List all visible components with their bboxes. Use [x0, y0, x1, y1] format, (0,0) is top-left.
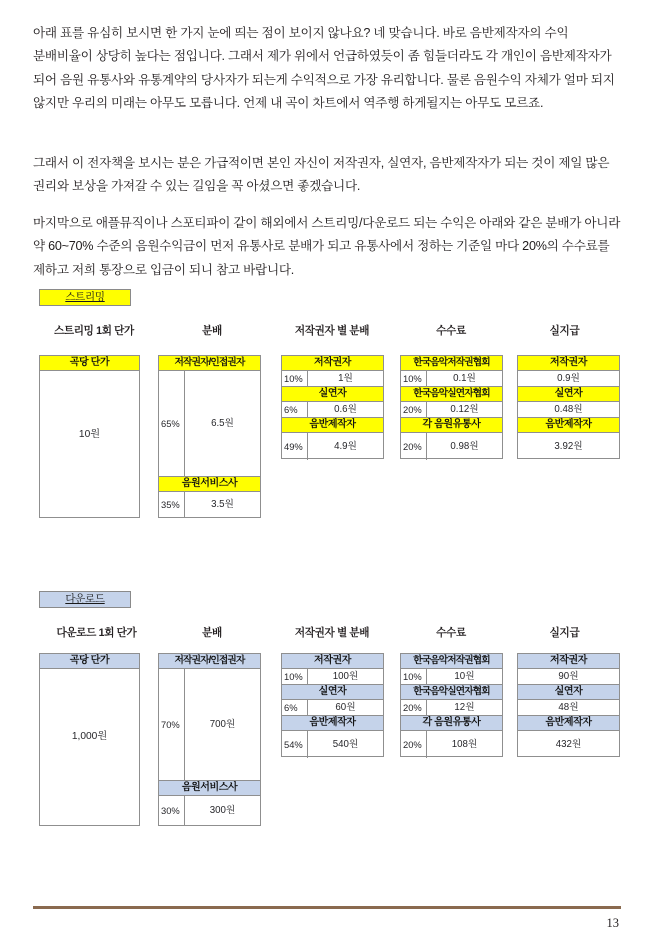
streaming-split-table — [158, 355, 261, 518]
download-rights-split-amount-0: 100원 — [332, 671, 359, 682]
table-row — [401, 371, 502, 387]
table-row — [282, 731, 383, 758]
table-row — [518, 731, 619, 758]
caption-download-rights-split: 저작권자 별 분배 — [294, 627, 370, 639]
download-split-service-amount: 300원 — [209, 805, 236, 816]
caption-streaming-rights-split: 저작권자 별 분배 — [294, 325, 370, 337]
download-split-service-row — [159, 796, 260, 825]
download-split-rights-pct: 70% — [159, 669, 185, 780]
streaming-payout-header-1: 실연자 — [518, 387, 619, 402]
download-split-service-header: 음원서비스사 — [159, 781, 260, 796]
download-fee-header-2: 각 음원유통사 — [401, 716, 502, 731]
streaming-rights-split-amount-2: 4.9원 — [334, 441, 357, 452]
caption-download-payout: 실지급 — [549, 627, 580, 639]
download-payout-header-1: 실연자 — [518, 685, 619, 700]
caption-streaming-unit: 스트리밍 1회 단가 — [54, 325, 134, 337]
download-fee-pct-1: 20% — [401, 700, 427, 715]
download-split-rights-row — [159, 669, 260, 781]
section-badge-streaming — [39, 289, 131, 306]
streaming-fee-amount-1: 0.12원 — [450, 404, 479, 415]
streaming-fee-header-0: 한국음악저작권협회 — [401, 356, 502, 371]
download-fee-amount-2: 108원 — [451, 739, 478, 750]
download-payout-header-0: 저작권자 — [518, 654, 619, 669]
streaming-payout-table — [517, 355, 620, 459]
streaming-unit-price-value: 10원 — [78, 429, 101, 440]
streaming-payout-amount-0: 0.9원 — [557, 373, 580, 384]
paragraph-1: 아래 표를 유심히 보시면 한 가지 눈에 띄는 점이 보이지 않나요? 네 맞습니다. 바로 음반제작자의 수익 분배비율이 상당히 높다는 점입니다. 그래서 제가 위에서 언급하였듯이 좀 힘들더라도 각 개인이 음반제작자가 되어 음원 유통사와 유통계약의 당사자가 되는게 수익적으로 가장 유리합니다. 물론 음원수익 자체가 얼마 되지 않지만 우리의 미래는 아무도 모릅니다. 언제 내 곡이 차트에서 역주행 하게될지는 아무도 모르죠. — [33, 26, 615, 110]
download-payout-amount-1: 48원 — [558, 702, 579, 713]
download-split-rights-header: 저작권자/인접권자 — [159, 654, 260, 669]
streaming-split-service-row — [159, 492, 260, 517]
streaming-split-rights-header: 저작권자/인접권자 — [159, 356, 260, 371]
download-rights-split-pct-1: 6% — [282, 700, 308, 715]
caption-streaming-fee: 수수료 — [436, 325, 466, 337]
streaming-fee-pct-0: 10% — [401, 371, 427, 386]
streaming-rights-split-pct-2: 49% — [282, 433, 308, 460]
streaming-rights-split-pct-1: 6% — [282, 402, 308, 417]
paragraph-3: 마지막으로 애플뮤직이나 스포티파이 같이 해외에서 스트리밍/다운로드 되는 수익은 아래와 같은 분배가 아니라 약 60~70% 수준의 음원수익금이 먼저 유통사로 분배가 되고 유통사에서 정하는 기준일 마다 20%의 수수료를 제하고 저희 통장으로 입금이 되니 참고 바랍니다. — [33, 216, 621, 277]
streaming-split-rights-pct: 65% — [159, 371, 185, 476]
table-row — [282, 371, 383, 387]
streaming-rights-split-header-2: 음반제작자 — [282, 418, 383, 433]
download-rights-split-table — [281, 653, 384, 757]
download-unit-price-table — [39, 653, 140, 826]
streaming-rights-split-table — [281, 355, 384, 459]
streaming-unit-price-body — [40, 371, 139, 517]
table-row — [518, 371, 619, 387]
page-number: 13 — [606, 916, 619, 930]
streaming-rights-split-header-0: 저작권자 — [282, 356, 383, 371]
download-unit-price-value: 1,000원 — [71, 731, 108, 742]
streaming-payout-header-0: 저작권자 — [518, 356, 619, 371]
download-payout-amount-2: 432원 — [555, 739, 582, 750]
table-row — [518, 402, 619, 418]
table-row — [401, 700, 502, 716]
download-rights-split-header-0: 저작권자 — [282, 654, 383, 669]
paragraph-2: 그래서 이 전자책을 보시는 분은 가급적이면 본인 자신이 저작권자, 실연자, 음반제작자가 되는 것이 제일 많은 권리와 보상을 가져갈 수 있는 길임을 꼭 아셨으면 좋겠습니다. — [33, 156, 610, 194]
caption-download-fee: 수수료 — [436, 627, 466, 639]
streaming-rights-split-header-1: 실연자 — [282, 387, 383, 402]
download-payout-table — [517, 653, 620, 757]
section-badge-download — [39, 591, 131, 608]
streaming-split-service-header: 음원서비스사 — [159, 477, 260, 492]
table-row — [401, 402, 502, 418]
table-row — [401, 731, 502, 758]
download-split-rights-amount: 700원 — [209, 719, 236, 730]
download-unit-price-body — [40, 669, 139, 825]
footer-divider — [33, 906, 621, 909]
streaming-rights-split-pct-0: 10% — [282, 371, 308, 386]
table-row — [282, 669, 383, 685]
download-rights-split-header-2: 음반제작자 — [282, 716, 383, 731]
caption-download-unit: 다운로드 1회 단가 — [56, 627, 137, 639]
streaming-fee-table — [400, 355, 503, 459]
streaming-fee-header-2: 각 음원유통사 — [401, 418, 502, 433]
download-split-table — [158, 653, 261, 826]
streaming-fee-pct-1: 20% — [401, 402, 427, 417]
streaming-split-rights-amount: 6.5원 — [211, 418, 234, 429]
download-payout-amount-0: 90원 — [558, 671, 579, 682]
caption-streaming-split: 분배 — [202, 325, 222, 337]
streaming-split-rights-row — [159, 371, 260, 477]
streaming-unit-price-table — [39, 355, 140, 518]
download-rights-split-header-1: 실연자 — [282, 685, 383, 700]
streaming-rights-split-amount-1: 0.6원 — [334, 404, 357, 415]
streaming-split-service-amount: 3.5원 — [211, 499, 234, 510]
streaming-payout-header-2: 음반제작자 — [518, 418, 619, 433]
table-row — [282, 402, 383, 418]
download-rights-split-amount-1: 60원 — [335, 702, 356, 713]
download-fee-amount-0: 10원 — [454, 671, 475, 682]
streaming-payout-amount-2: 3.92원 — [554, 441, 583, 452]
download-fee-header-0: 한국음악저작권협회 — [401, 654, 502, 669]
download-fee-pct-2: 20% — [401, 731, 427, 758]
streaming-fee-header-1: 한국음악실연자협회 — [401, 387, 502, 402]
download-fee-header-1: 한국음악실연자협회 — [401, 685, 502, 700]
streaming-fee-amount-2: 0.98원 — [450, 441, 479, 452]
download-unit-price-header: 곡당 단가 — [40, 654, 139, 669]
download-payout-header-2: 음반제작자 — [518, 716, 619, 731]
download-rights-split-amount-2: 540원 — [332, 739, 359, 750]
section-badge-download-label: 다운로드 — [65, 593, 105, 605]
table-row — [518, 700, 619, 716]
table-row — [518, 433, 619, 460]
streaming-split-service-pct: 35% — [159, 492, 185, 517]
streaming-unit-price-header: 곡당 단가 — [40, 356, 139, 371]
download-fee-pct-0: 10% — [401, 669, 427, 684]
download-fee-amount-1: 12원 — [454, 702, 475, 713]
table-row — [518, 669, 619, 685]
table-row — [282, 433, 383, 460]
caption-streaming-payout: 실지급 — [549, 325, 580, 337]
download-rights-split-pct-0: 10% — [282, 669, 308, 684]
table-row — [401, 669, 502, 685]
download-split-service-pct: 30% — [159, 796, 185, 825]
streaming-fee-pct-2: 20% — [401, 433, 427, 460]
caption-download-split: 분배 — [202, 627, 222, 639]
table-row — [401, 433, 502, 460]
streaming-fee-amount-0: 0.1원 — [453, 373, 476, 384]
streaming-rights-split-amount-0: 1원 — [338, 373, 353, 384]
streaming-payout-amount-1: 0.48원 — [554, 404, 583, 415]
download-rights-split-pct-2: 54% — [282, 731, 308, 758]
table-row — [282, 700, 383, 716]
section-badge-streaming-label: 스트리밍 — [65, 291, 105, 303]
download-fee-table — [400, 653, 503, 757]
